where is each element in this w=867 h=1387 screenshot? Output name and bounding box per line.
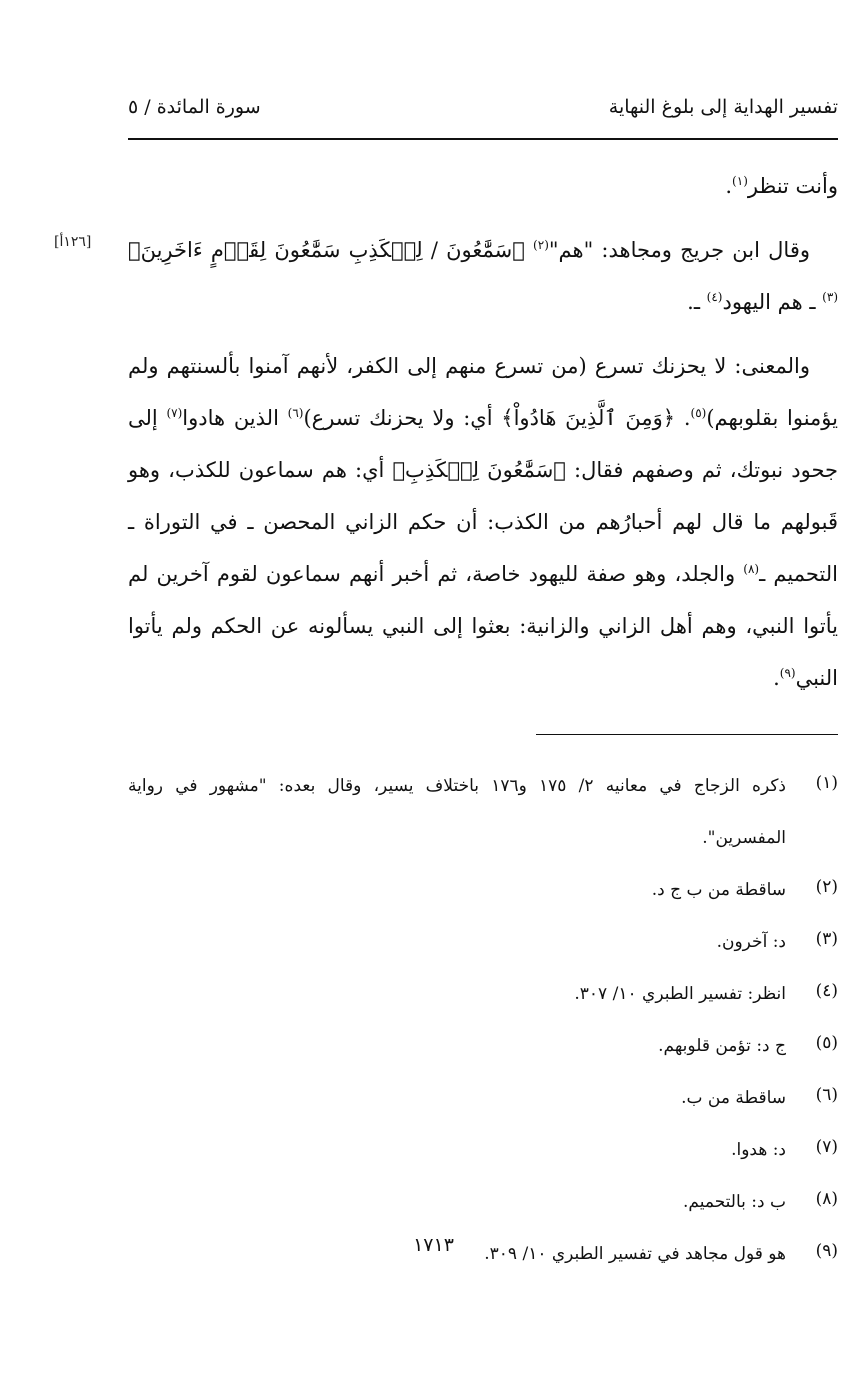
paragraph-3-end: .	[773, 666, 780, 690]
page-number: ١٧١٣	[413, 1234, 454, 1256]
footnote-number: (٤)	[815, 981, 838, 1001]
footnote	[128, 864, 838, 916]
footnote-number: (١)	[815, 773, 838, 793]
paragraph-1	[128, 160, 838, 212]
footnote-number: (٩)	[815, 1241, 838, 1261]
running-header	[128, 96, 838, 132]
footnote	[128, 916, 838, 968]
footnote-number: (٣)	[815, 929, 838, 949]
footnote	[128, 1072, 838, 1124]
footnote-separator	[536, 734, 838, 735]
footnote-text: هو قول مجاهد في تفسير الطبري ١٠/ ٣٠٩.	[484, 1244, 786, 1264]
header-rule	[128, 138, 838, 140]
footnote	[128, 1176, 838, 1228]
footnote	[128, 760, 838, 864]
footnote-text: انظر: تفسير الطبري ١٠/ ٣٠٧.	[574, 984, 786, 1004]
footnote-ref-6: (٦)	[287, 406, 304, 420]
footnote-number: (٨)	[815, 1189, 838, 1209]
paragraph-3-text-d: إلى جحود نبوتك، ثم وصفهم فقال: ﴿سَمَّٰعُونَ لِلۡكَذِبِ﴾ أي: هم سماعون للكذب، وهو قَبولهم ما قال لهم أحبارُهم من الكذب: أن حكم الزاني المحصن ـ في التوراة ـ التحميم ـ	[128, 406, 838, 586]
footnote-number: (٢)	[815, 877, 838, 897]
paragraph-2	[128, 224, 838, 328]
footnote	[128, 1124, 838, 1176]
footnote	[128, 1020, 838, 1072]
book-title: تفسير الهداية إلى بلوغ النهاية	[608, 96, 838, 118]
footnote-number: (٧)	[815, 1137, 838, 1157]
footnote-ref-1: (١)	[732, 174, 748, 188]
footnote-ref-3: (٣)	[822, 290, 838, 304]
paragraph-3	[128, 340, 838, 704]
footnote-text: ذكره الزجاج في معانيه ٢/ ١٧٥ و١٧٦ باختلاف يسير، وقال بعده: "مشهور في رواية المفسرين".	[128, 776, 786, 848]
paragraph-3-text-e: والجلد، وهو صفة لليهود خاصة، ثم أخبر أنهم سماعون لقوم آخرين لم يأتوا النبي، وهم أهل الزاني والزانية: بعثوا إلى النبي يسألونه عن الحكم ولم يأتوا النبي	[128, 562, 838, 690]
footnote-text: ب د: بالتحميم.	[683, 1192, 786, 1212]
footnote-number: (٥)	[815, 1033, 838, 1053]
paragraph-1-text: وأنت تنظر	[747, 174, 838, 198]
footnote-text: ساقطة من ب ج د.	[651, 880, 786, 900]
footnote	[128, 968, 838, 1020]
paragraph-3-text-c: الذين هادوا	[182, 406, 288, 430]
main-text	[128, 160, 838, 716]
footnote-ref-9: (٩)	[779, 666, 796, 680]
footnote-ref-7: (٧)	[166, 406, 183, 420]
paragraph-2-text-b: ـ هم اليهود	[722, 290, 823, 314]
footnote-number: (٦)	[815, 1085, 838, 1105]
paragraph-1-end: .	[725, 174, 733, 198]
paragraph-2-end: ـ.	[687, 290, 707, 314]
footnote-ref-8: (٨)	[743, 562, 760, 576]
footnotes	[128, 760, 838, 1280]
footnote-ref-4: (٤)	[706, 290, 723, 304]
surah-label: سورة المائدة / ٥	[128, 96, 261, 118]
manuscript-folio-note: [١٢٦أ]	[54, 234, 92, 250]
footnote-ref-2: (٢)	[533, 238, 549, 252]
quran-quote-1: ﴿سَمَّٰعُونَ / لِلۡكَذِبِ سَمَّٰعُونَ لِقَوۡمٍ ءَاخَرِينَ﴾	[128, 238, 534, 262]
footnote-ref-5: (٥)	[690, 406, 707, 420]
paragraph-2-text-a: وقال ابن جريج ومجاهد: "هم"	[548, 238, 810, 262]
footnote-text: ساقطة من ب.	[681, 1088, 786, 1108]
footnote-text: ج د: تؤمن قلوبهم.	[658, 1036, 786, 1056]
footnote-text: د: هدوا.	[731, 1140, 786, 1160]
paragraph-3-text-a: والمعنى: لا يحزنك تسرع (من تسرع منهم إلى الكفر، لأنهم آمنوا بألسنتهم ولم يؤمنوا بقلوبهم)	[128, 354, 838, 430]
footnote-text: د: آخرون.	[716, 932, 786, 952]
paragraph-3-text-b: . ﴿وَمِنَ ٱلَّذِينَ هَادُواْ﴾ أي: ولا يحزنك تسرع)	[303, 406, 691, 430]
